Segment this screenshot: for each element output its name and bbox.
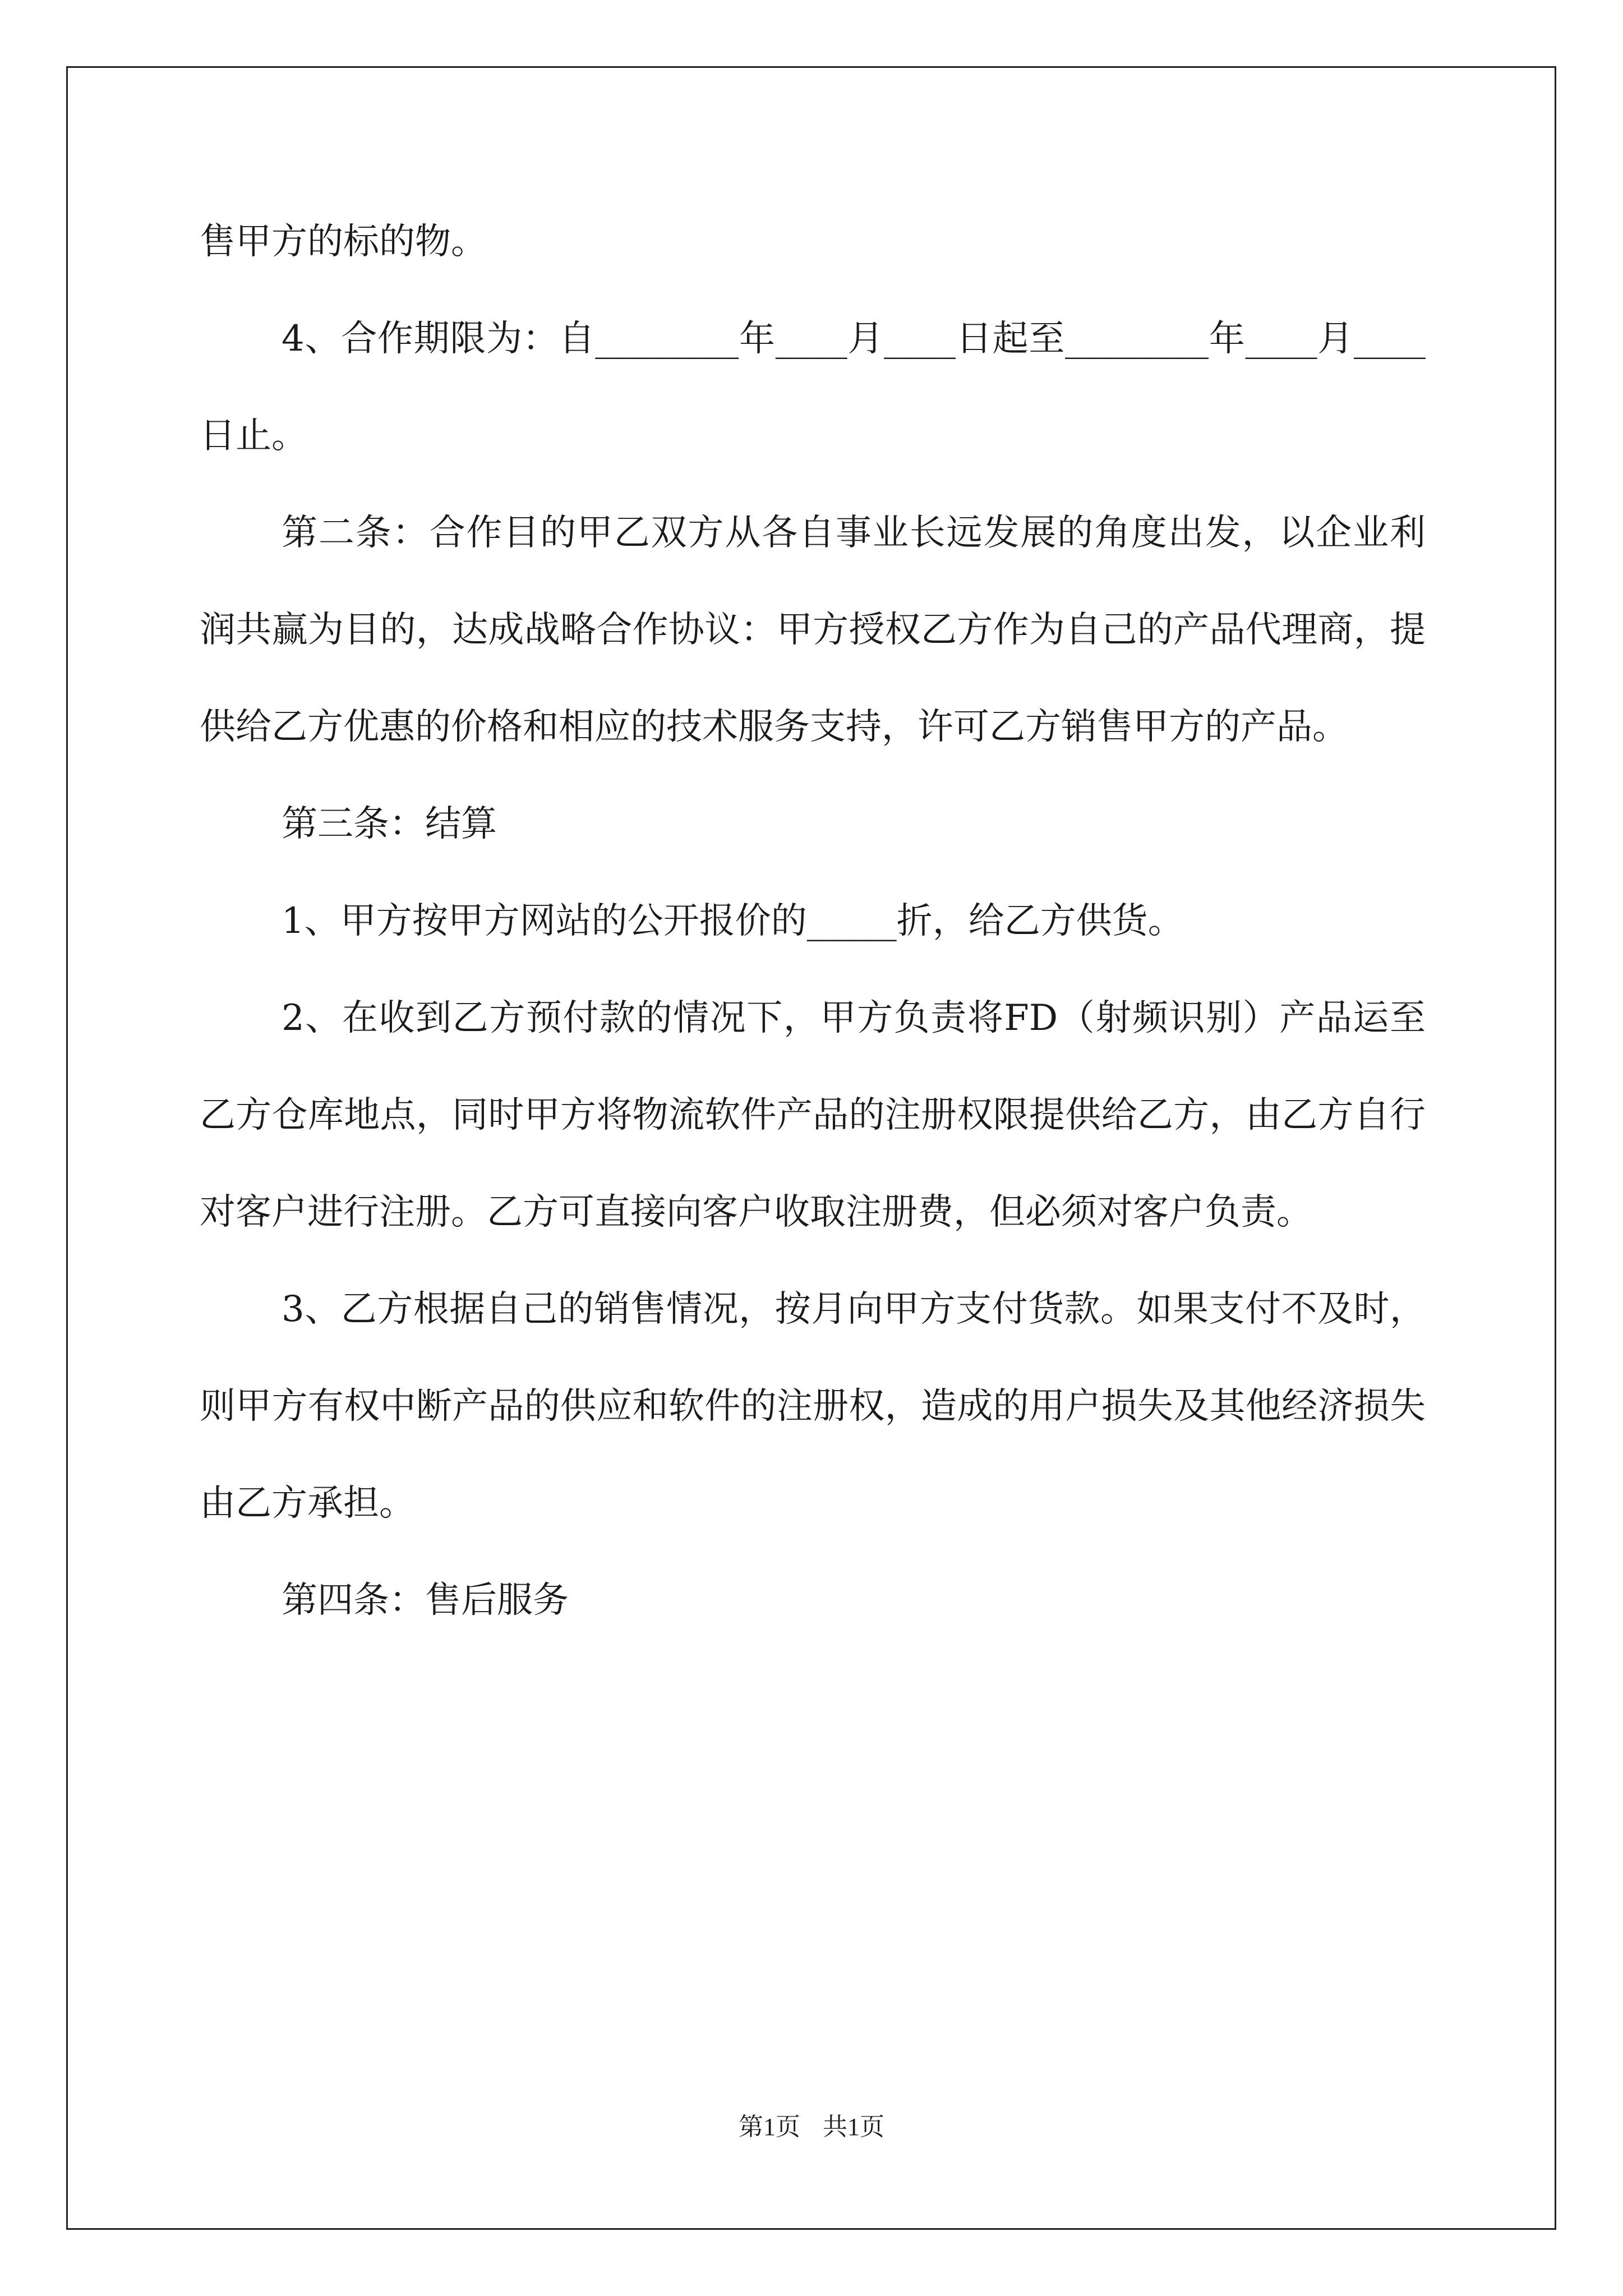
paragraph-cooperation-period: 4、合作期限为：自________年____月____日起至________年____月____日止。: [200, 318, 1426, 457]
heading-article-3: 第三条：结算: [282, 803, 497, 845]
page-footer: [0, 2106, 1623, 2142]
paragraph-article-2: 第二条：合作目的甲乙双方从各自事业长远发展的角度出发，以企业利润共赢为目的，达成战略合作协议：甲方授权乙方作为自己的产品代理商，提供给乙方优惠的价格和相应的技术服务支持，许可乙方销售甲方的产品。: [200, 512, 1426, 748]
page-number: 第1页: [739, 2113, 800, 2141]
paragraph-continuation: 售甲方的标的物。: [200, 221, 487, 263]
paragraph-settlement-1: 1、甲方按甲方网站的公开报价的_____折，给乙方供货。: [282, 900, 1184, 942]
page-total: 共1页: [823, 2113, 884, 2141]
document-body: [200, 194, 1426, 1649]
paragraph-settlement-3: 3、乙方根据自己的销售情况，按月向甲方支付货款。如果支付不及时，则甲方有权中断产品的供应和软件的注册权，造成的用户损失及其他经济损失由乙方承担。: [200, 1289, 1426, 1524]
paragraph-settlement-2: 2、在收到乙方预付款的情况下，甲方负责将FD（射频识别）产品运至乙方仓库地点，同时甲方将物流软件产品的注册权限提供给乙方，由乙方自行对客户进行注册。乙方可直接向客户收取注册费，但必须对客户负责。: [200, 997, 1426, 1233]
heading-article-4: 第四条：售后服务: [282, 1580, 569, 1621]
